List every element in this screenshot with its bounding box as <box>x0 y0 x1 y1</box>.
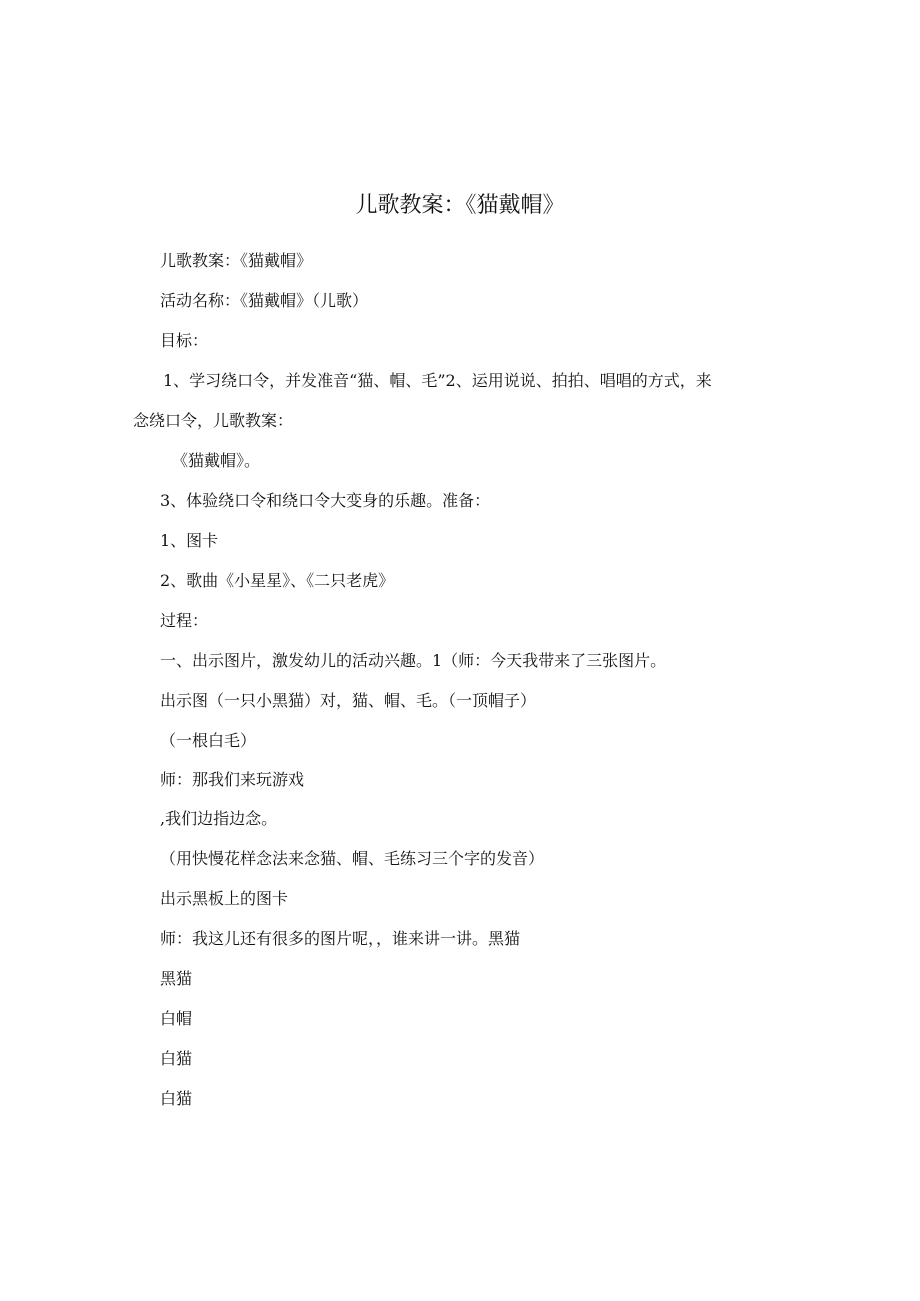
text-line-14: 师：那我们来玩游戏 <box>160 770 305 789</box>
text-line-16: （用快慢花样念法来念猫、帽、毛练习三个字的发音） <box>160 849 545 868</box>
text-line-6: 《猫戴帽》。 <box>172 451 261 470</box>
text-line-1: 儿歌教案：《猫戴帽》 <box>160 251 313 270</box>
text-line-10: 过程： <box>160 611 209 630</box>
text-line-5: 念绕口令，儿歌教案： <box>133 411 294 430</box>
text-line-17: 出示黑板上的图卡 <box>160 889 289 908</box>
text-line-15: ,我们边指边念。 <box>160 809 278 828</box>
text-line-20: 白帽 <box>160 1009 193 1028</box>
text-line-9: 2、歌曲《小星星》、《二只老虎》 <box>160 571 395 590</box>
text-line-11: 一、出示图片，激发幼儿的活动兴趣。1（师：今天我带来了三张图片。 <box>160 651 667 670</box>
text-line-2: 活动名称：《猫戴帽》（儿歌） <box>160 291 369 310</box>
document-title: 儿歌教案：《猫戴帽》 <box>355 193 565 218</box>
text-line-22: 白猫 <box>160 1089 193 1108</box>
text-line-21: 白猫 <box>160 1049 193 1068</box>
text-line-8: 1、图卡 <box>160 531 219 550</box>
text-line-12: 出示图（一只小黑猫）对，猫、帽、毛。（一顶帽子） <box>160 691 537 710</box>
text-line-4: 1、学习绕口令，并发准音“猫、帽、毛”2、运用说说、拍拍、唱唱的方式，来 <box>163 371 712 390</box>
text-line-13: （一根白毛） <box>160 731 257 750</box>
text-line-3: 目标： <box>160 331 209 350</box>
text-line-18: 师：我这儿还有很多的图片呢，，谁来讲一讲。黑猫 <box>160 929 521 948</box>
text-line-7: 3、体验绕口令和绕口令大变身的乐趣。准备： <box>160 491 491 510</box>
text-line-19: 黑猫 <box>160 969 193 988</box>
